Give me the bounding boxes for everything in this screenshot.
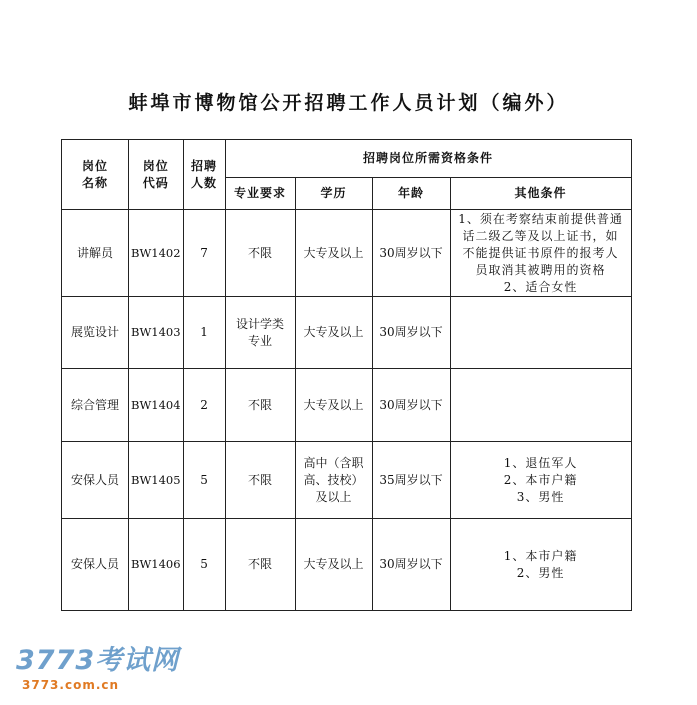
age-cell: 30周岁以下 [372,369,450,442]
header-post-name: 岗位 名称 [62,140,129,210]
major-cell-line: 专业 [248,333,273,348]
post-name-cell: 安保人员 [62,519,129,611]
education-cell-line: 高、技校） [303,472,364,487]
count-cell: 5 [183,442,225,519]
education-cell [295,210,372,297]
major-cell-line: 不限 [248,397,273,412]
education-cell-line: 大专及以上 [303,325,364,339]
education-cell [295,369,372,442]
major-cell-line: 不限 [248,472,273,487]
education-cell [295,519,372,611]
watermark-url: 3773.com.cn [22,678,120,692]
major-cell-line: 设计学类 [236,316,285,331]
major-cell [225,442,295,519]
age-cell: 30周岁以下 [372,297,450,369]
table-row [62,297,632,369]
age-cell: 30周岁以下 [372,210,450,297]
other-conditions-cell-line: 2、本市户籍 [503,472,578,487]
post-code-cell: BW1402 [129,210,184,297]
document-title: 蚌埠市博物馆公开招聘工作人员计划（编外） [128,92,569,114]
other-conditions-cell-line: 1、须在考察结束前提供普通 [458,211,623,226]
count-cell: 2 [183,369,225,442]
header-major: 专业要求 [225,178,295,210]
header-post-code: 岗位 代码 [129,140,184,210]
education-cell [295,442,372,519]
other-conditions-cell [450,442,631,519]
watermark-logo [16,638,179,692]
header-age: 年龄 [372,178,450,210]
post-name-cell: 安保人员 [62,442,129,519]
other-conditions-cell-line: 不能提供证书原件的报考人 [462,245,619,260]
other-conditions-cell-line: 1、本市户籍 [503,548,578,563]
other-conditions-cell-line: 话二级乙等及以上证书，如 [462,228,619,243]
major-cell [225,369,295,442]
other-conditions-cell-line: 2、适合女性 [503,279,578,294]
major-cell [225,210,295,297]
other-conditions-cell-line: 3、男性 [516,489,565,504]
education-cell-line: 大专及以上 [303,245,364,260]
education-cell-line: 及以上 [315,489,352,504]
count-cell: 1 [183,297,225,369]
other-conditions-cell-line: 1、退伍军人 [503,455,578,470]
other-conditions-cell [450,369,631,442]
post-code-cell: BW1406 [129,519,184,611]
post-name-cell: 综合管理 [62,369,129,442]
other-conditions-cell [450,297,631,369]
watermark-brand: 3773考试网 [16,645,180,676]
other-conditions-cell-line: 员取消其被聘用的资格 [475,262,606,277]
major-cell [225,297,295,369]
other-conditions-cell [450,519,631,611]
age-cell: 30周岁以下 [372,519,450,611]
recruitment-plan-table [61,139,632,611]
header-requirements-group: 招聘岗位所需资格条件 [225,140,631,178]
post-code-cell: BW1403 [129,297,184,369]
major-cell-line: 不限 [248,557,273,571]
count-cell: 7 [183,210,225,297]
table-row [62,210,632,297]
table-row [62,369,632,442]
age-cell: 35周岁以下 [372,442,450,519]
education-cell-line: 大专及以上 [303,397,364,412]
major-cell-line: 不限 [248,245,273,260]
post-code-cell: BW1405 [129,442,184,519]
other-conditions-cell-line: 2、男性 [516,565,565,580]
post-name-cell: 讲解员 [62,210,129,297]
post-code-cell: BW1404 [129,369,184,442]
education-cell-line: 高中（含职 [303,455,364,470]
table-row [62,519,632,611]
header-row-1 [62,140,632,178]
post-name-cell: 展览设计 [62,297,129,369]
table-row [62,442,632,519]
major-cell [225,519,295,611]
other-conditions-cell [450,210,631,297]
header-other: 其他条件 [450,178,631,210]
education-cell-line: 大专及以上 [303,557,364,571]
education-cell [295,297,372,369]
header-count: 招聘 人数 [183,140,225,210]
count-cell: 5 [183,519,225,611]
header-education: 学历 [295,178,372,210]
